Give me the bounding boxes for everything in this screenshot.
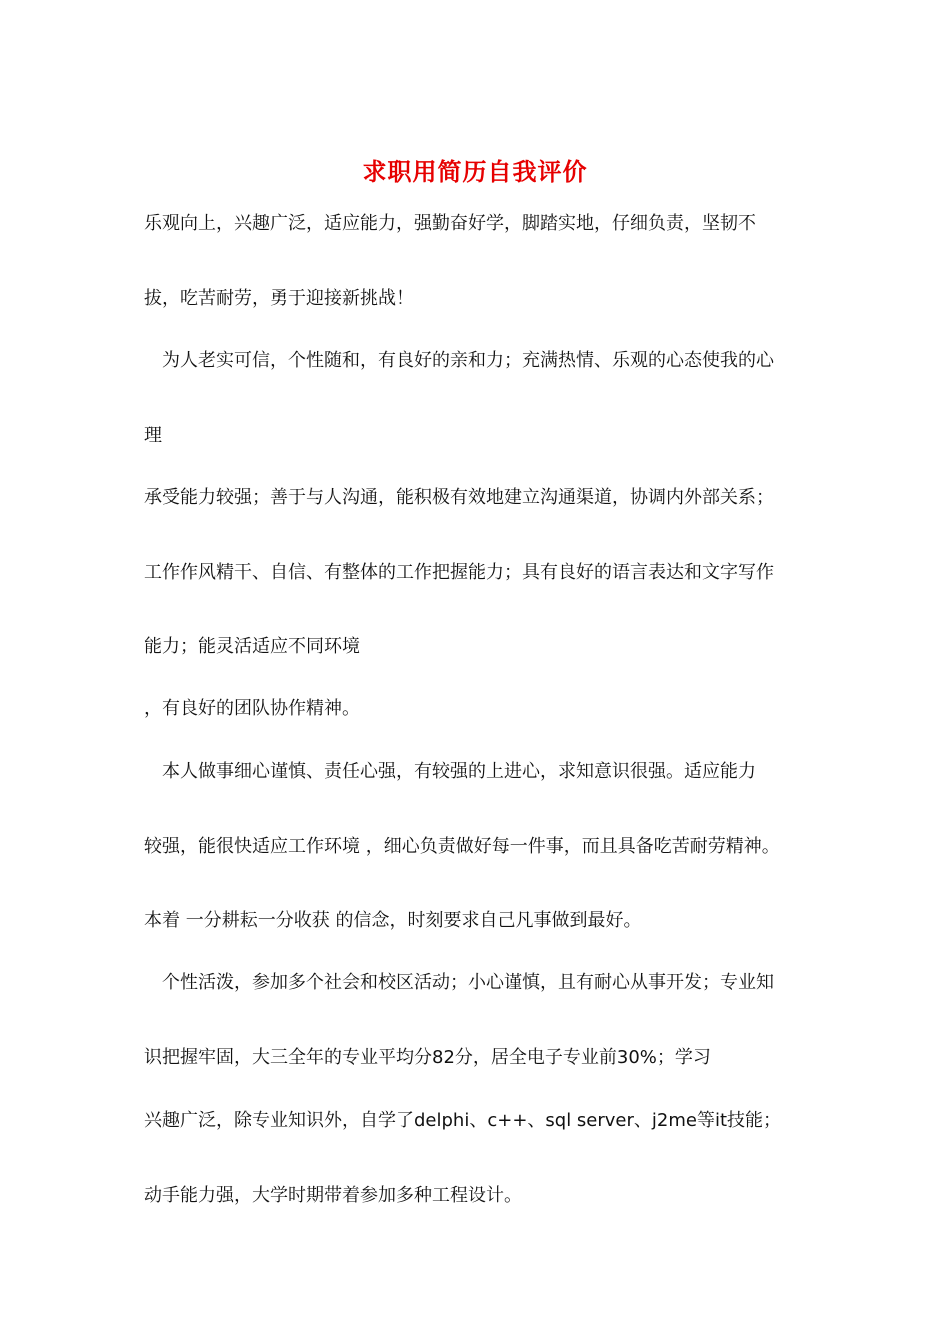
paragraph-line: ，有良好的团队协作精神。 bbox=[144, 698, 360, 719]
paragraph-line: 能力；能灵活适应不同环境 bbox=[144, 636, 360, 657]
paragraph-line: 较强，能很快适应工作环境 ，细心负责做好每一件事，而且具备吃苦耐劳精神。 bbox=[144, 836, 780, 857]
paragraph-line: 个性活泼，参加多个社会和校区活动；小心谨慎，且有耐心从事开发；专业知 bbox=[144, 972, 774, 993]
document-title: 求职用简历自我评价 bbox=[362, 158, 588, 186]
paragraph-line: 乐观向上，兴趣广泛，适应能力，强勤奋好学，脚踏实地，仔细负责，坚韧不 bbox=[144, 213, 756, 234]
paragraph-line: 兴趣广泛，除专业知识外，自学了delphi、c++、sql server、j2me等it技能； bbox=[144, 1110, 782, 1131]
paragraph-line: 本人做事细心谨慎、责任心强，有较强的上进心，求知意识很强。适应能力 bbox=[144, 761, 756, 782]
paragraph-line: 识把握牢固，大三全年的专业平均分82分，居全电子专业前30%；学习 bbox=[144, 1047, 711, 1068]
paragraph-line: 本着 一分耕耘一分收获 的信念，时刻要求自己凡事做到最好。 bbox=[144, 910, 642, 931]
paragraph-line: 理 bbox=[144, 425, 162, 446]
paragraph-line: 工作作风精干、自信、有整体的工作把握能力；具有良好的语言表达和文字写作 bbox=[144, 562, 774, 583]
paragraph-line: 承受能力较强；善于与人沟通，能积极有效地建立沟通渠道，协调内外部关系； bbox=[144, 487, 774, 508]
paragraph-line: 拔，吃苦耐劳，勇于迎接新挑战！ bbox=[144, 288, 414, 309]
paragraph-line: 为人老实可信，个性随和，有良好的亲和力；充满热情、乐观的心态使我的心 bbox=[144, 350, 774, 371]
paragraph-line: 动手能力强，大学时期带着参加多种工程设计。 bbox=[144, 1185, 522, 1206]
